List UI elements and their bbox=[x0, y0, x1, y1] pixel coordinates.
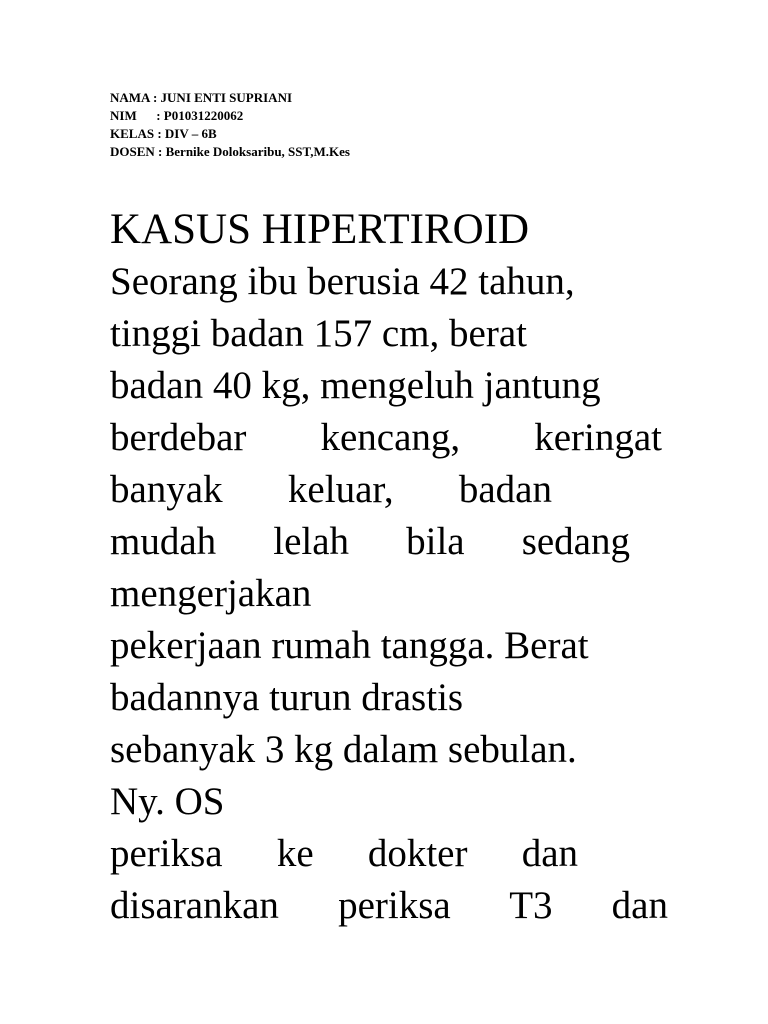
student-class-line: KELAS : DIV – 6B bbox=[110, 126, 217, 141]
body-line: Ny. OS bbox=[110, 780, 225, 823]
lecturer-line: DOSEN : Bernike Doloksaribu, SST,M.Kes bbox=[110, 144, 350, 159]
body-line: badannya turun drastis bbox=[110, 676, 464, 719]
body-line: berdebar kencang, keringat bbox=[110, 416, 662, 459]
body-line: mengerjakan bbox=[110, 572, 312, 615]
student-info-header bbox=[110, 89, 350, 161]
body-line: periksa ke dokter dan bbox=[110, 832, 578, 875]
body-line: disarankan periksa T3 dan bbox=[110, 884, 668, 927]
body-line: tinggi badan 157 cm, berat bbox=[110, 312, 527, 355]
student-nim-line: NIM : P01031220062 bbox=[110, 108, 244, 123]
body-line: mudah lelah bila sedang bbox=[110, 520, 630, 563]
body-line: banyak keluar, badan bbox=[110, 468, 552, 511]
body-line: badan 40 kg, mengeluh jantung bbox=[110, 364, 601, 407]
case-body bbox=[110, 256, 694, 932]
student-name-line: NAMA : JUNI ENTI SUPRIANI bbox=[110, 90, 293, 105]
body-line: pekerjaan rumah tangga. Berat bbox=[110, 624, 589, 667]
case-title: KASUS HIPERTIROID bbox=[110, 206, 530, 253]
body-line: sebanyak 3 kg dalam sebulan. bbox=[110, 728, 577, 771]
body-line: Seorang ibu berusia 42 tahun, bbox=[110, 260, 575, 303]
